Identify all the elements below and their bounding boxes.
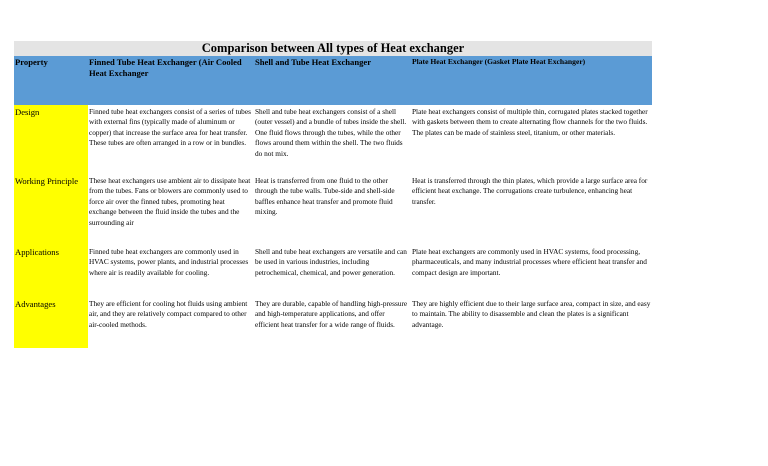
cell-finned-tube: Finned tube heat exchangers are commonly used in HVAC systems, power plants, and industrial processes where air is readily available for cooling. bbox=[89, 247, 249, 277]
header-finned-tube: Finned Tube Heat Exchanger (Air Cooled Heat Exchanger bbox=[89, 57, 242, 78]
row-label-cell bbox=[14, 297, 88, 348]
cell-shell-and-tube: Shell and tube heat exchangers are versatile and can be used in various industries, including petrochemical, chemical, and power generation. bbox=[255, 247, 407, 277]
row-label: Applications bbox=[15, 247, 59, 257]
cell-plate: Heat is transferred through the thin plates, which provide a large surface area for efficient heat exchange. The corrugations create turbulence, enhancing heat transfer. bbox=[412, 176, 648, 206]
cell-plate: Plate heat exchangers consist of multiple thin, corrugated plates stacked together with gaskets between them to create alternating flow channels for the two fluids. The plates can be made of stainless steel, titanium, or other materials. bbox=[412, 107, 648, 137]
cell-shell-and-tube: They are durable, capable of handling high-pressure and high-temperature applications, and offer efficient heat transfer for a wide range of fluids. bbox=[255, 299, 408, 329]
table-row-applications bbox=[14, 245, 652, 297]
header-shell-and-tube: Shell and Tube Heat Exchanger bbox=[255, 57, 372, 67]
table-title: Comparison between All types of Heat exchanger bbox=[14, 41, 652, 56]
cell-shell-and-tube: Shell and tube heat exchangers consist of a shell (outer vessel) and a bundle of tubes inside the shell. One fluid flows through the tubes, while the other flows around them within the shell. The two fluids do not mix. bbox=[255, 107, 407, 158]
cell-finned-tube: They are efficient for cooling hot fluids using ambient air, and they are relatively compact compared to other air-cooled methods. bbox=[89, 299, 248, 329]
cell-finned-tube: Finned tube heat exchangers consist of a series of tubes with external fins (typically made of aluminum or copper) that increase the surface area for heat transfer. These tubes are often arranged in a row or in bundles. bbox=[89, 107, 251, 148]
row-label: Advantages bbox=[15, 299, 56, 309]
row-label-cell bbox=[14, 174, 88, 245]
row-label-cell bbox=[14, 245, 88, 297]
table-row-working-principle bbox=[14, 174, 652, 245]
table-row-advantages bbox=[14, 297, 652, 348]
row-label-cell bbox=[14, 105, 88, 174]
header-plate: Plate Heat Exchanger (Gasket Plate Heat Exchanger) bbox=[412, 57, 586, 66]
row-label: Working Principle bbox=[15, 176, 79, 186]
comparison-table bbox=[14, 41, 652, 348]
cell-shell-and-tube: Heat is transferred from one fluid to the other through the tube walls. Tube-side and shell-side baffles enhance heat transfer and promote fluid mixing. bbox=[255, 176, 395, 217]
header-row bbox=[14, 56, 652, 105]
cell-finned-tube: These heat exchangers use ambient air to dissipate heat from the tubes. Fans or blowers are commonly used to force air over the finned tubes, promoting heat exchange between the fluid inside the tubes and the surrounding air bbox=[89, 176, 251, 227]
row-label: Design bbox=[15, 107, 40, 117]
table-row-design bbox=[14, 105, 652, 174]
cell-plate: They are highly efficient due to their large surface area, compact in size, and easy to maintain. The ability to disassemble and clean the plates is a significant advantage. bbox=[412, 299, 651, 329]
header-property: Property bbox=[15, 57, 48, 67]
cell-plate: Plate heat exchangers are commonly used in HVAC systems, food processing, pharmaceuticals, and many industrial processes where efficient heat transfer and compact design are important. bbox=[412, 247, 647, 277]
